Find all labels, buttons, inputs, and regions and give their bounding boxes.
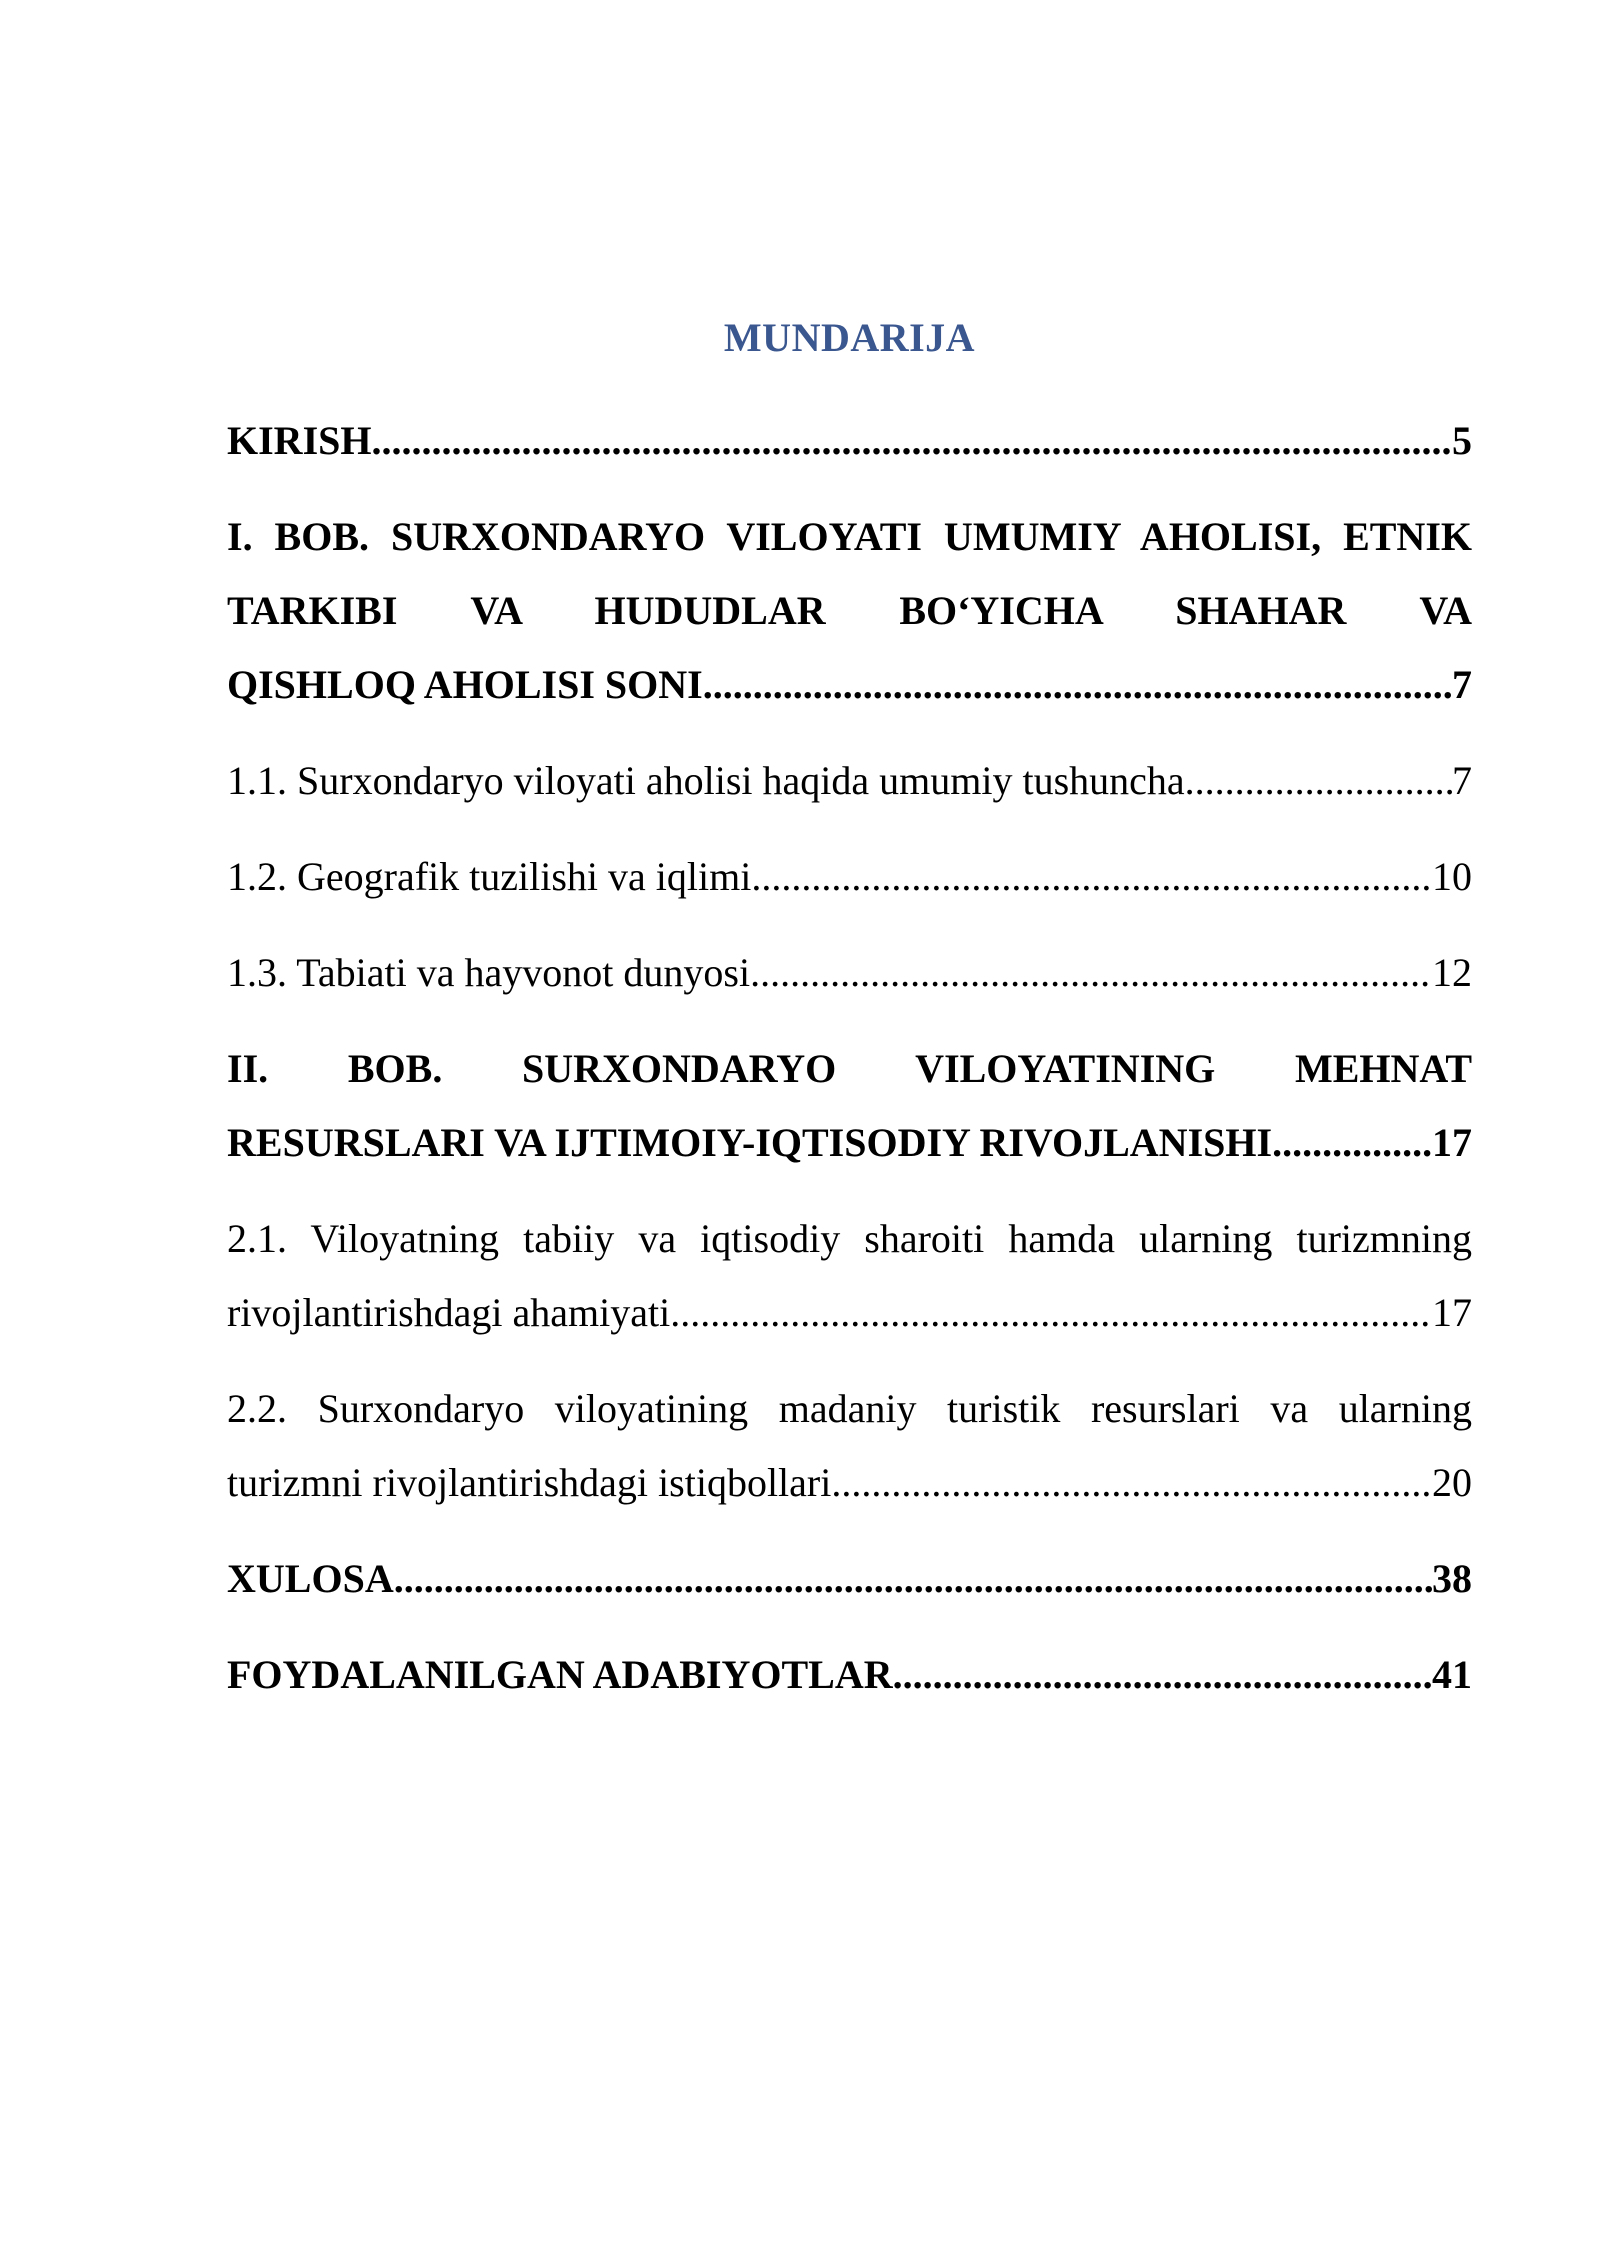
dot-leader (750, 936, 1432, 1010)
toc-page-number: 17 (1432, 1290, 1472, 1335)
toc-entry-chapter-1[interactable] (227, 500, 1472, 722)
toc-entry-label: RESURSLARI VA IJTIMOIY-IQTISODIY RIVOJLANISHI (227, 1120, 1273, 1165)
dot-leader (372, 404, 1453, 478)
toc-entry-section-1-3[interactable] (227, 936, 1472, 1010)
dot-leader (751, 840, 1432, 914)
toc-page-number: 7 (1452, 758, 1472, 803)
toc-line (227, 936, 1472, 1010)
toc-entry-label: FOYDALANILGAN ADABIYOTLAR (227, 1652, 893, 1697)
dot-leader (893, 1638, 1432, 1712)
toc-line (227, 1446, 1472, 1520)
toc-entry-section-2-1[interactable] (227, 1202, 1472, 1350)
toc-entry-label: XULOSA (227, 1556, 394, 1601)
dot-leader (703, 648, 1452, 722)
toc-entry-label: 1.1. Surxondaryo viloyati aholisi haqida umumiy tushuncha (227, 758, 1185, 803)
toc-line (227, 648, 1472, 722)
toc-line (227, 744, 1472, 818)
toc-entry-kirish[interactable] (227, 404, 1472, 478)
toc-entry-lead-text: 2.1. Viloyatning tabiiy va iqtisodiy sharoiti hamda ularning turizmning (227, 1216, 1472, 1261)
toc-entry-lead-text: II. BOB. SURXONDARYO VILOYATINING MEHNAT (227, 1046, 1472, 1091)
dot-leader (831, 1446, 1432, 1520)
toc-line (227, 1542, 1472, 1616)
toc-entry-section-1-1[interactable] (227, 744, 1472, 818)
toc-entry-section-2-2[interactable] (227, 1372, 1472, 1520)
toc-line (227, 840, 1472, 914)
toc-line (227, 404, 1472, 478)
toc-entry-xulosa[interactable] (227, 1542, 1472, 1616)
dot-leader (394, 1542, 1432, 1616)
dot-leader (670, 1276, 1432, 1350)
toc-line (227, 1638, 1472, 1712)
toc-entry-label: KIRISH (227, 418, 372, 463)
toc-page-number: 38 (1432, 1556, 1472, 1601)
page-title: MUNDARIJA (723, 315, 976, 360)
dot-leader (1185, 744, 1452, 818)
toc-page-number: 12 (1432, 950, 1472, 995)
toc-page-number: 20 (1432, 1460, 1472, 1505)
dot-leader (1272, 1106, 1432, 1180)
toc-page-number: 5 (1452, 418, 1472, 463)
toc-entry-label: rivojlantirishdagi ahamiyati (227, 1290, 671, 1335)
toc-page-number: 7 (1452, 662, 1472, 707)
toc-entry-lead-text: I. BOB. SURXONDARYO VILOYATI UMUMIY AHOLISI, ETNIK TARKIBI VA HUDUDLAR BO‘YICHA SHAHAR VA (227, 514, 1472, 633)
toc-entry-label: 1.2. Geografik tuzilishi va iqlimi (227, 854, 752, 899)
toc-entry-section-1-2[interactable] (227, 840, 1472, 914)
toc-entry-references[interactable] (227, 1638, 1472, 1712)
toc-entry-lead-text: 2.2. Surxondaryo viloyatining madaniy turistik resurslari va ularning (227, 1386, 1472, 1431)
table-of-contents (227, 404, 1472, 1712)
toc-entry-label: turizmni rivojlantirishdagi istiqbollari (227, 1460, 832, 1505)
toc-line (227, 1276, 1472, 1350)
toc-entry-label: QISHLOQ AHOLISI SONI (227, 662, 703, 707)
toc-page-number: 41 (1432, 1652, 1472, 1697)
toc-page-number: 17 (1432, 1120, 1472, 1165)
toc-line (227, 1106, 1472, 1180)
toc-page-number: 10 (1432, 854, 1472, 899)
toc-entry-chapter-2[interactable] (227, 1032, 1472, 1180)
toc-entry-label: 1.3. Tabiati va hayvonot dunyosi (227, 950, 751, 995)
